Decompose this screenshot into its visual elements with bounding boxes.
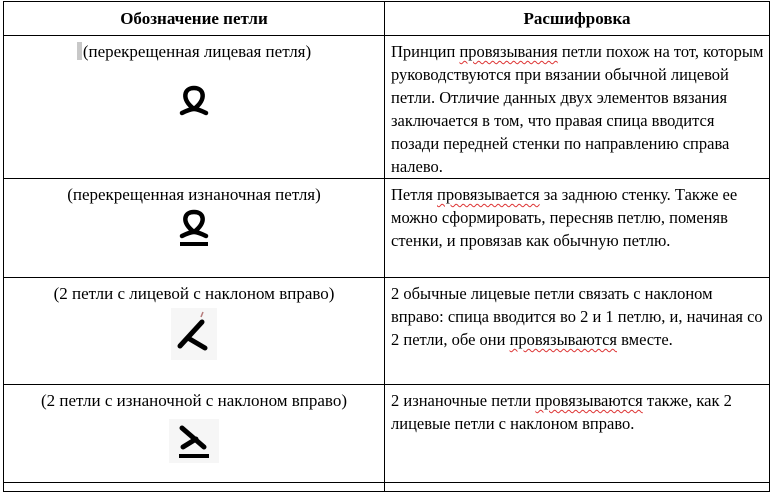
description-cell: 2 обычные лицевые петли связать с наклоном вправо: спица вводится во 2 и 1 петлю, и, начиная со 2 петли, обе они провязываются вместе. (385, 278, 770, 385)
spellcheck-word: провязывается (437, 185, 540, 204)
table-row (4, 278, 770, 385)
table-row (4, 179, 770, 278)
description-cell: Принцип провязывания петли похож на тот, которым руководствуются при вязании обычной лицевой петли. Отличие данных двух элементов вязания заключается в том, что правая спица вводится позади передней стенки по направлению справа налево. (385, 36, 770, 179)
spellcheck-word: провязываются (535, 391, 643, 410)
symbol-cell (4, 36, 385, 179)
description-cell: Петля провязывается за заднюю стенку. Также ее можно сформировать, пересняв петлю, поменяв стенки, и провязав как обычную петлю. (385, 179, 770, 278)
spellcheck-word: провязывания (459, 42, 558, 61)
table-row (4, 36, 770, 179)
header-row (4, 2, 770, 36)
crossed-purl-stitch-icon (177, 209, 211, 249)
empty-cell (385, 483, 770, 492)
stitch-name: (перекрещенная лицевая петля) (4, 42, 384, 62)
spellcheck-word: провязываются (509, 330, 617, 349)
header-description: Расшифровка (385, 2, 770, 36)
crossed-knit-stitch-icon (177, 84, 211, 118)
header-symbol: Обозначение петли (4, 2, 385, 36)
symbol-cell (4, 278, 385, 385)
stitch-name: (2 петли с лицевой с наклоном вправо) (53, 284, 335, 303)
table-row (4, 385, 770, 483)
text-cursor-mark (77, 42, 82, 60)
symbol-cell (4, 179, 385, 278)
stitch-name: (перекрещенная изнаночная петля) (67, 185, 321, 204)
symbol-cell (4, 385, 385, 483)
table-row-partial (4, 483, 770, 492)
purl-two-together-right-icon (169, 419, 219, 463)
stitch-name: (2 петли с изнаночной с наклоном вправо) (41, 391, 347, 410)
empty-cell (4, 483, 385, 492)
knit-two-together-right-icon (171, 308, 217, 360)
description-cell: 2 изнаночные петли провязываются также, как 2 лицевые петли с наклоном вправо. (385, 385, 770, 483)
stitch-legend-table (3, 1, 770, 492)
